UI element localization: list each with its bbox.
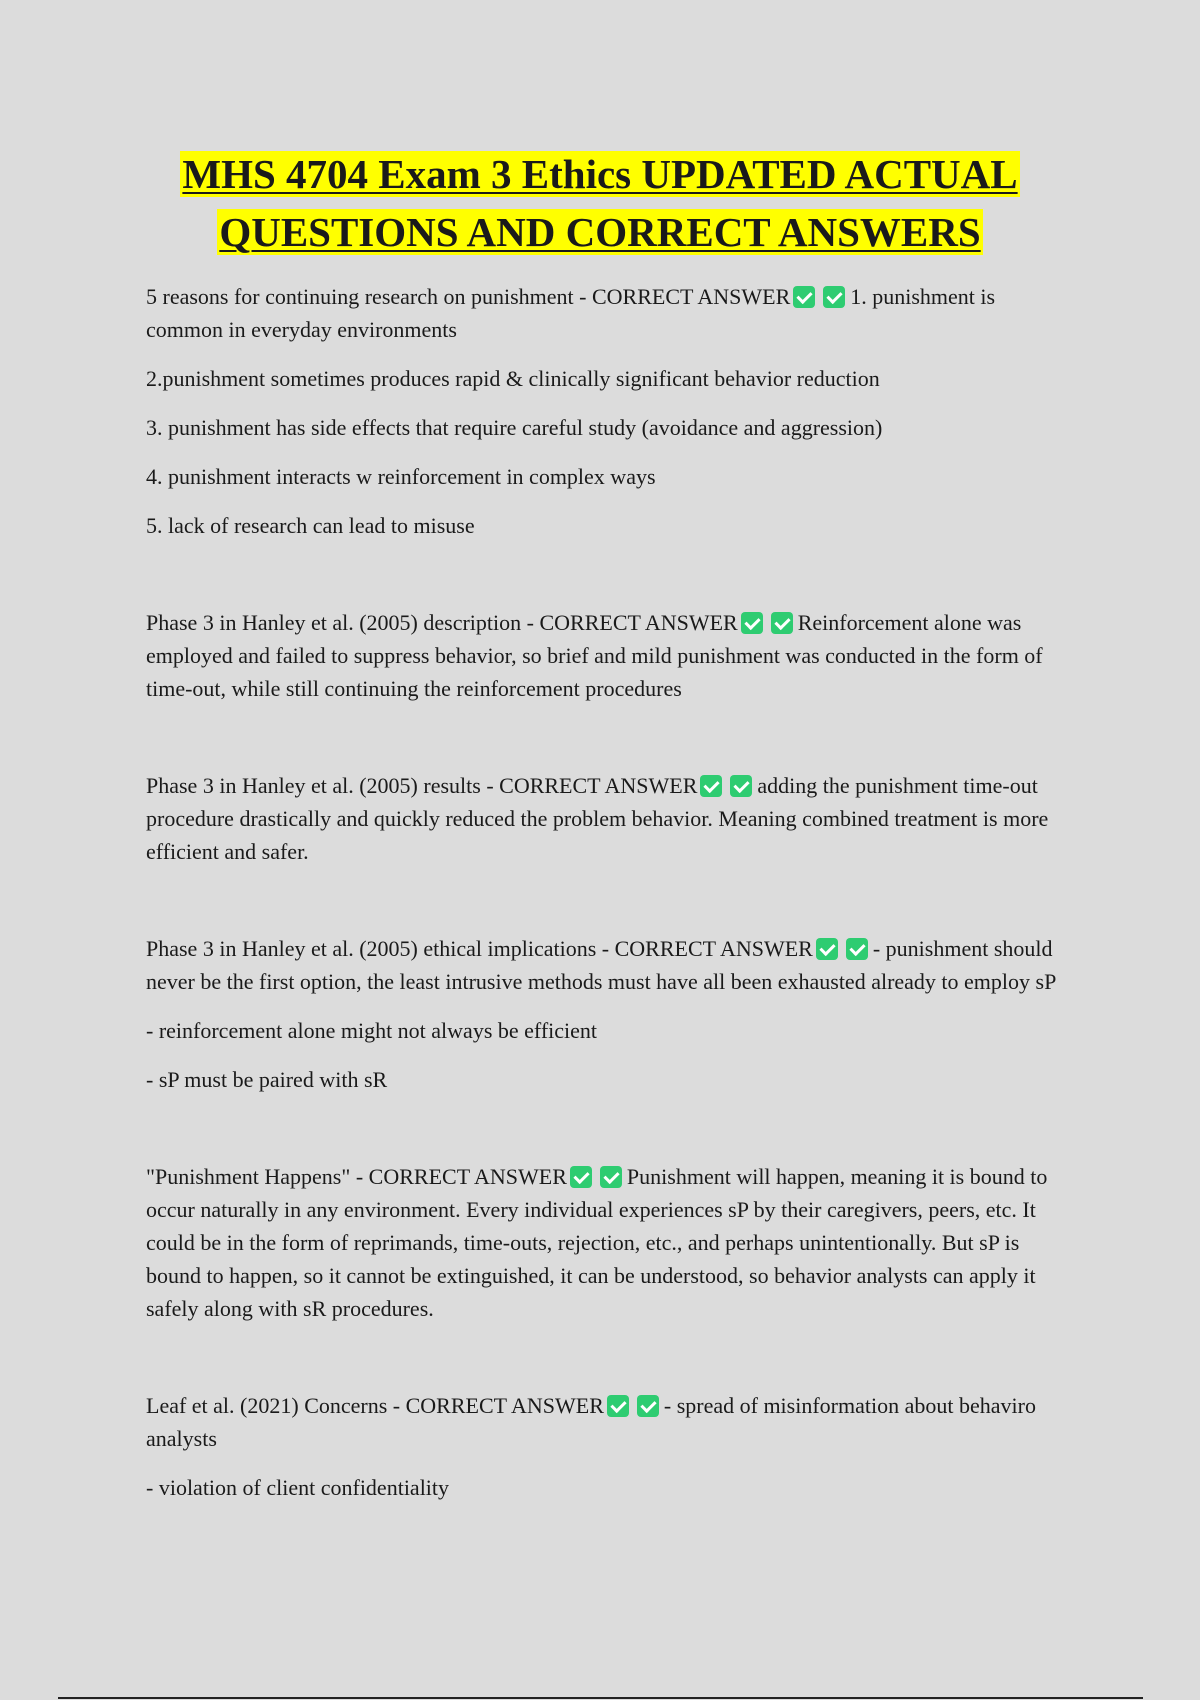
answer-line: - sP must be paired with sR [146, 1067, 388, 1092]
check-icon [816, 938, 838, 960]
title-line-1: MHS 4704 Exam 3 Ethics UPDATED ACTUAL [182, 151, 1018, 197]
answer-line: 3. punishment has side effects that require careful study (avoidance and aggression) [146, 415, 883, 440]
qa-item [146, 1389, 1066, 1455]
answer-marker: CORRECT ANSWER [592, 284, 791, 309]
answer-text: Punishment will happen, meaning it is bound to occur naturally in any environment. Every individual experiences sP by their caregivers, peers, etc. It could be in the form of reprimands, time-outs, rejection, etc., and perhaps unintentionally. But sP is bound to happen, so it cannot be extinguished, it can be understood, so behavior analysts can apply it safely along with sR procedures. [146, 1164, 1048, 1321]
answer-marker: CORRECT ANSWER [405, 1393, 604, 1418]
section-gap [146, 1341, 1066, 1389]
check-icon [823, 286, 845, 308]
qa-item [146, 606, 1066, 705]
page-bottom-rule [58, 1697, 1143, 1699]
answer-text: - spread of misinformation about behaviro analysts [146, 1393, 1036, 1451]
answer-line: 5. lack of research can lead to misuse [146, 513, 475, 538]
check-icon [570, 1166, 592, 1188]
answer-text: 1. punishment is common in everyday environments [146, 284, 996, 342]
check-icon [730, 775, 752, 797]
check-icon [793, 286, 815, 308]
check-icon [700, 775, 722, 797]
question-text: "Punishment Happens" - [146, 1164, 369, 1189]
question-text: Leaf et al. (2021) Concerns - [146, 1393, 406, 1418]
section-gap [146, 558, 1066, 606]
qa-item [146, 280, 1066, 346]
answer-marker: CORRECT ANSWER [368, 1164, 567, 1189]
answer-marker: CORRECT ANSWER [499, 773, 698, 798]
answer-text: Reinforcement alone was employed and failed to suppress behavior, so brief and mild punishment was conducted in the form of time-out, while still continuing the reinforcement procedures [146, 610, 1043, 701]
section-gap [146, 1112, 1066, 1160]
question-text: Phase 3 in Hanley et al. (2005) description - [146, 610, 540, 635]
answer-line: - violation of client confidentiality [146, 1475, 450, 1500]
check-icon [771, 612, 793, 634]
qa-item [146, 1160, 1066, 1325]
check-icon [600, 1166, 622, 1188]
qa-item [146, 932, 1066, 998]
check-icon [846, 938, 868, 960]
question-text: Phase 3 in Hanley et al. (2005) ethical implications - [146, 936, 615, 961]
qa-item [146, 769, 1066, 868]
answer-line: 4. punishment interacts w reinforcement in complex ways [146, 464, 656, 489]
check-icon [741, 612, 763, 634]
answer-marker: CORRECT ANSWER [614, 936, 813, 961]
answer-text: adding the punishment time-out procedure drastically and quickly reduced the problem behavior. Meaning combined treatment is more efficient and safer. [146, 773, 1049, 864]
answer-text: - punishment should never be the first option, the least intrusive methods must have all been exhausted already to employ sP [146, 936, 1057, 994]
question-text: 5 reasons for continuing research on punishment - [146, 284, 592, 309]
section-gap [146, 721, 1066, 769]
section-gap [146, 884, 1066, 932]
check-icon [607, 1395, 629, 1417]
qa-content [146, 280, 1066, 1520]
document-title [140, 145, 1060, 261]
question-text: Phase 3 in Hanley et al. (2005) results - [146, 773, 500, 798]
answer-line: 2.punishment sometimes produces rapid & clinically significant behavior reduction [146, 366, 880, 391]
answer-line: - reinforcement alone might not always be efficient [146, 1018, 598, 1043]
check-icon [637, 1395, 659, 1417]
title-line-2: QUESTIONS AND CORRECT ANSWERS [219, 209, 981, 255]
answer-marker: CORRECT ANSWER [539, 610, 738, 635]
